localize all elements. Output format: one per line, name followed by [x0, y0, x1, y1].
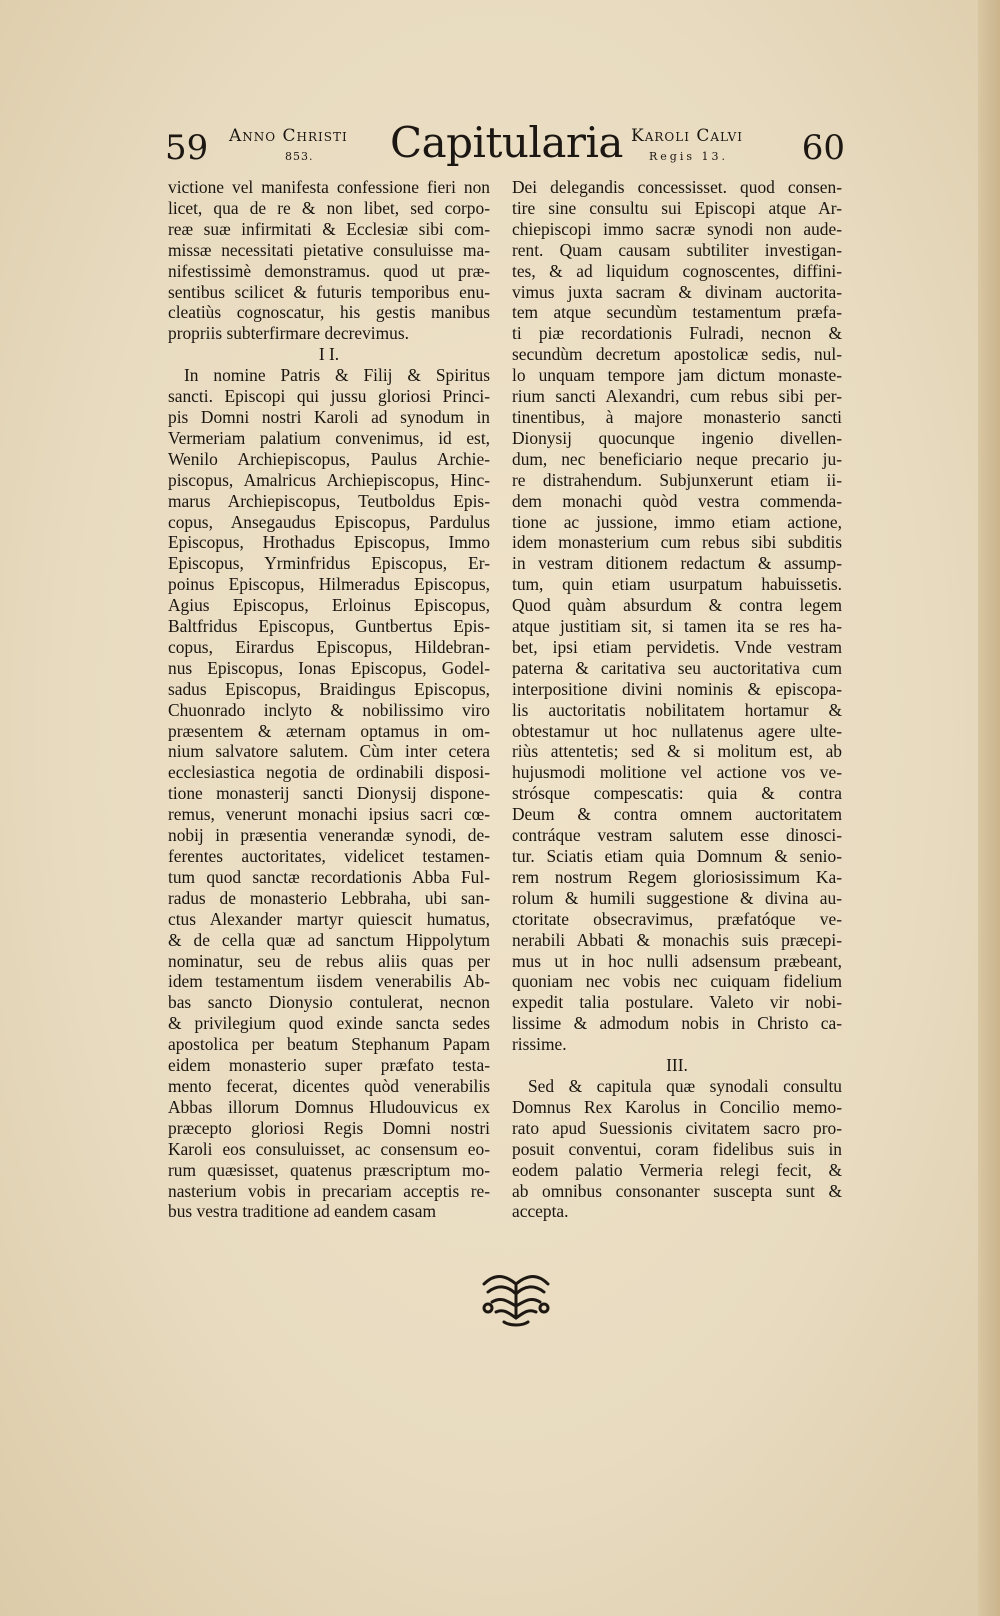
text-line: rolum & humili suggestione & divina au- — [512, 887, 842, 908]
text-line: rium sancti Alexandri, cum rebus sibi per- — [512, 386, 842, 407]
text-line: bet, ipsi etiam pervidetis. Vnde vestram — [512, 636, 842, 657]
page-edge — [978, 0, 1000, 1616]
text-line: bas sancto Dionysio contulerat, necnon — [168, 992, 490, 1013]
text-line: præsentem & æternam optamus in om- — [168, 720, 490, 741]
text-line: tem atque secundùm testamentum præfa- — [512, 302, 842, 323]
text-line: tione ac jussione, immo etiam actione, — [512, 511, 842, 532]
text-line: dem monachi quòd vestra commenda- — [512, 490, 842, 511]
page-number-right: 60 — [801, 128, 845, 168]
text-line: lissime & admodum nobis in Christo ca- — [512, 1013, 842, 1034]
text-line: posuit conventui, coram fidelibus suis in — [512, 1138, 842, 1159]
text-line: rum quæsisset, quatenus præscriptum mo- — [168, 1159, 490, 1180]
header-regis: Regis 13. — [649, 150, 728, 163]
text-line: atque justitiam sit, si tamen ita se res ha- — [512, 616, 842, 637]
text-line: nominatur, seu de rebus aliis quas per — [168, 950, 490, 971]
text-line: tum, quin etiam usurpatum habuissetis. — [512, 574, 842, 595]
text-line: re distrahendum. Subjunxerunt etiam ii- — [512, 469, 842, 490]
text-line: radus de monasterio Lebbraha, ubi san- — [168, 887, 490, 908]
text-line: Wenilo Archiepiscopus, Paulus Archie- — [168, 448, 490, 469]
text-line: tione monasterij sancti Dionysij dispone- — [168, 783, 490, 804]
text-line: rato apud Suessionis civitatem sacro pro- — [512, 1117, 842, 1138]
text-line: reæ suæ infirmitati & Ecclesiæ sibi com- — [168, 218, 490, 239]
text-line: marus Archiepiscopus, Teutboldus Epis- — [168, 490, 490, 511]
text-line: Sed & capitula quæ synodali consultu — [528, 1075, 842, 1096]
text-line: interpositione divini nominis & episcopa- — [512, 678, 842, 699]
text-line: Episcopus, Yrminfridus Episcopus, Er- — [168, 553, 490, 574]
text-line: mus ut in hoc nulli adsensum præbeant, — [512, 950, 842, 971]
text-line: propriis subterfirmare decrevimus. — [168, 323, 409, 344]
text-line: Vermeriam palatium convenimus, id est, — [168, 427, 490, 448]
text-line: lo unquam tempore jam dictum monaste- — [512, 365, 842, 386]
text-line: ecclesiastica negotia de ordinabili disposi- — [168, 762, 490, 783]
text-line: Chuonrado inclyto & nobilissimo viro — [168, 699, 490, 720]
text-line: remus, venerunt monachi ipsius sacri cœ- — [168, 804, 490, 825]
header-karoli-calvi: Karoli Calvi — [631, 126, 743, 146]
text-line: missæ necessitati pietative consuluisse ma- — [168, 239, 490, 260]
text-line: idem testamentum iisdem venerabilis Ab- — [168, 971, 490, 992]
text-line: tur. Sciatis etiam quia Domnum & senio- — [512, 846, 842, 866]
text-line: præcepto gloriosi Regis Domni nostri — [168, 1117, 490, 1138]
text-line: & de cella quæ ad sanctum Hippolytum — [168, 929, 490, 950]
text-line: lis auctoritatis nobilitatem hortamur & — [512, 699, 842, 720]
text-line: tire sine consultu sui Episcopi atque Ar- — [512, 197, 842, 218]
text-line: strósque compescatis: quia & contra — [512, 783, 842, 804]
text-line: paterna & caritativa seu auctoritativa cum — [512, 657, 842, 678]
text-line: contráque vestram salutem esse dinosci- — [512, 825, 842, 846]
text-line: sancti. Episcopi qui jussu gloriosi Princi- — [168, 386, 490, 407]
text-line: eodem palatio Vermeria relegi fecit, & — [512, 1159, 842, 1180]
text-line: Dei delegandis concessisset. quod consen- — [512, 177, 842, 197]
text-line: rem nostrum Regem gloriosissimum Ka- — [512, 866, 842, 887]
text-line: idem monasterium cum rebus sibi subditis — [512, 532, 842, 553]
text-line: in vestram ditionem redactum & assump- — [512, 553, 842, 574]
text-line: quoniam nec vobis nec cuiquam fidelium — [512, 971, 842, 992]
running-header — [165, 118, 845, 174]
text-line: I I. — [318, 344, 340, 365]
text-line: cleatiùs cognoscatur, his gestis manibus — [168, 302, 490, 323]
text-line: bus vestra traditione ad eandem casam — [168, 1201, 437, 1222]
text-line: pis Domni nostri Karoli ad synodum in — [168, 406, 490, 427]
text-line: ctus Alexander martyr quiescit humatus, — [168, 908, 490, 929]
text-line: Abbas illorum Domnus Hludouvicus ex — [168, 1096, 490, 1117]
text-line: piscopus, Amalricus Archiepiscopus, Hinc- — [168, 469, 490, 490]
text-line: sadus Episcopus, Braidingus Episcopus, — [168, 678, 490, 699]
text-line: Domnus Rex Karolus in Concilio memo- — [512, 1096, 842, 1117]
text-line: tes, & ad liquidum cognoscentes, diffini- — [512, 260, 842, 281]
text-line: licet, qua de re & non libet, sed corpo- — [168, 197, 490, 218]
text-line: secundùm decretum apostolicæ sedis, nul- — [512, 344, 842, 365]
text-line: copus, Eirardus Episcopus, Hildebran- — [168, 636, 490, 657]
text-line: Dionysij quocunque ingenio divellen- — [512, 427, 842, 448]
text-line: poinus Episcopus, Hilmeradus Episcopus, — [168, 574, 490, 595]
text-line: obtestamur ut hoc nullatenus agere ulte- — [512, 720, 842, 741]
text-line: ferentes auctoritates, videlicet testamen- — [168, 846, 490, 866]
text-line: Deum & contra omnem auctoritatem — [512, 804, 842, 825]
text-line: Episcopus, Hrothadus Episcopus, Immo — [168, 532, 490, 553]
text-line: hujusmodi molitione vel actione vos ve- — [512, 762, 842, 783]
text-line: Quod quàm absurdum & contra legem — [512, 595, 842, 616]
text-line: victione vel manifesta confessione fieri non — [168, 177, 490, 197]
text-line: nifestissimè demonstramus. quod ut præ- — [168, 260, 490, 281]
text-line: rent. Quam causam subtiliter investigan- — [512, 239, 842, 260]
text-line: riùs attentetis; sed & si molitum est, ab — [512, 741, 842, 762]
text-line: chiepiscopi immo sacræ synodi non aude- — [512, 218, 842, 239]
text-line: nium salvatore salutem. Cùm inter cetera — [168, 741, 490, 762]
text-line: nobij in præsentia venerandæ synodi, de- — [168, 825, 490, 846]
text-line: Baltfridus Episcopus, Guntbertus Epis- — [168, 616, 490, 637]
text-line: ab omnibus consonanter suscepta sunt & — [512, 1180, 842, 1201]
text-line: tinentibus, à majore monasterio sancti — [512, 406, 842, 427]
text-line: tum quod sanctæ recordationis Abba Ful- — [168, 866, 490, 887]
text-line: copus, Ansegaudus Episcopus, Pardulus — [168, 511, 490, 532]
text-line: vimus juxta sacram & divinam auctorita- — [512, 281, 842, 302]
right-text-column — [512, 177, 842, 1222]
text-line: & privilegium quod exinde sancta sedes — [168, 1013, 490, 1034]
text-line: dum, nec beneficiario neque precario ju- — [512, 448, 842, 469]
text-line: apostolica per beatum Stephanum Papam — [168, 1034, 490, 1055]
text-line: eidem monasterio super præfato testa- — [168, 1055, 490, 1076]
text-line: mento fecerat, dicentes quòd venerabilis — [168, 1075, 490, 1096]
fleuron-ornament-icon — [478, 1272, 554, 1328]
text-line: accepta. — [512, 1201, 569, 1222]
text-line: nus Episcopus, Ionas Episcopus, Godel- — [168, 657, 490, 678]
left-text-column — [168, 177, 490, 1222]
text-line: expedit talia postulare. Valeto vir nobi- — [512, 992, 842, 1013]
text-line: In nomine Patris & Filij & Spiritus — [184, 365, 490, 386]
header-anno-christi: Anno Christi — [229, 126, 348, 146]
text-line: nasterium vobis in precariam acceptis re- — [168, 1180, 490, 1201]
text-line: ctoritate obsecravimus, præfatóque ve- — [512, 908, 842, 929]
page-title: Capitularia — [390, 118, 623, 167]
text-line: III. — [666, 1055, 688, 1076]
text-line: Agius Episcopus, Erloinus Episcopus, — [168, 595, 490, 616]
text-line: nerabili Abbati & monachis suis præcepi- — [512, 929, 842, 950]
text-line: sentibus scilicet & futuris temporibus enu- — [168, 281, 490, 302]
text-line: ti piæ recordationis Fulradi, necnon & — [512, 323, 842, 344]
header-year: 853. — [285, 150, 314, 163]
text-line: Karoli eos consuluisset, ac consensum eo- — [168, 1138, 490, 1159]
page-number-left: 59 — [165, 128, 209, 168]
text-line: rissime. — [512, 1034, 567, 1055]
